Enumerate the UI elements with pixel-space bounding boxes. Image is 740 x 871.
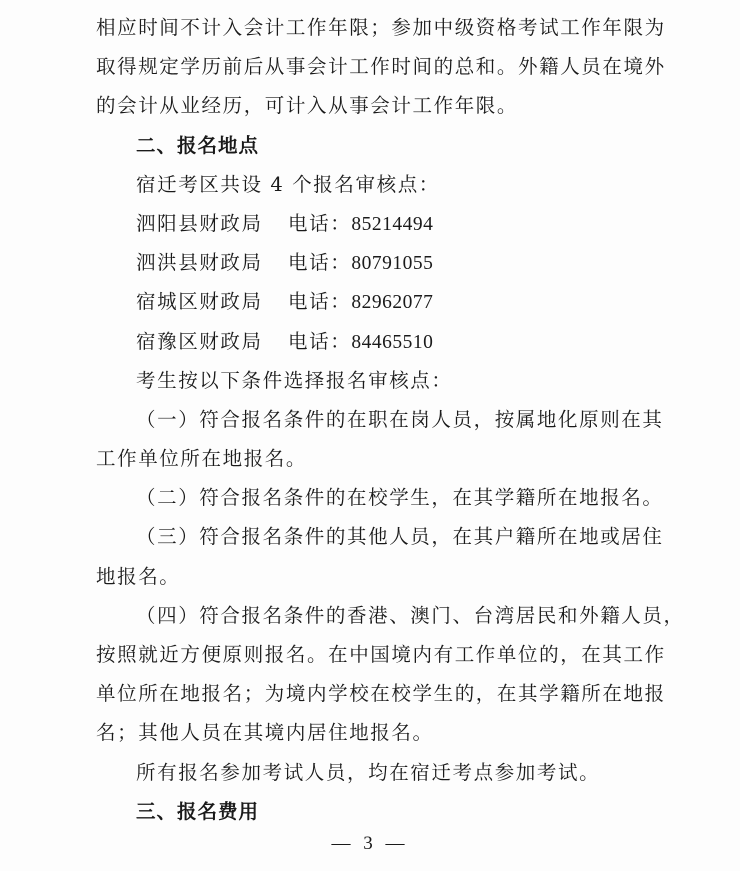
office-name: 泗阳县财政局 (136, 211, 263, 235)
section-heading-registration-fee: 三、报名费用 (136, 799, 260, 823)
phone-label: 电话： (288, 290, 352, 314)
office-row-siyang (96, 204, 644, 243)
office-name: 宿城区财政局 (136, 290, 263, 314)
condition-item-2-line: （二）符合报名条件的在校学生，在其学籍所在地报名。 (136, 486, 664, 510)
paragraph-line: 相应时间不计入会计工作年限；参加中级资格考试工作年限为 (96, 16, 666, 39)
condition-item-4-line: 名；其他人员在其境内居住地报名。 (96, 721, 434, 745)
paragraph-line: 取得规定学历前后从事会计工作时间的总和。外籍人员在境外 (96, 55, 666, 79)
condition-item-1-line: 工作单位所在地报名。 (96, 447, 308, 471)
registration-points-intro: 宿迁考区共设 4 个报名审核点： (136, 172, 440, 196)
office-row-sucheng (96, 282, 644, 321)
document-body (96, 8, 685, 831)
phone-number: 84465510 (351, 331, 434, 353)
condition-item-4-line: 单位所在地报名；为境内学校在校学生的，在其学籍所在地报 (96, 682, 666, 706)
page-number: — 3 — (331, 833, 409, 854)
section-heading-registration-location: 二、报名地点 (136, 133, 260, 157)
condition-item-3-line: 地报名。 (96, 564, 181, 588)
office-name: 泗洪县财政局 (136, 251, 263, 275)
phone-number: 82962077 (351, 292, 434, 314)
phone-label: 电话： (288, 251, 352, 275)
phone-number: 85214494 (351, 213, 434, 235)
phone-label: 电话： (288, 329, 352, 353)
closing-statement: 所有报名参加考试人员，均在宿迁考点参加考试。 (136, 760, 601, 784)
phone-label: 电话： (288, 211, 352, 235)
condition-item-1-line: （一）符合报名条件的在职在岗人员，按属地化原则在其 (136, 407, 664, 431)
condition-item-4-line: 按照就近方便原则报名。在中国境内有工作单位的，在其工作 (96, 643, 666, 666)
conditions-intro: 考生按以下条件选择报名审核点： (136, 368, 453, 392)
phone-number: 80791055 (351, 253, 434, 275)
office-row-suyu (96, 322, 644, 361)
office-row-sihong (96, 243, 644, 282)
paragraph-line: 的会计从业经历，可计入从事会计工作年限。 (96, 94, 519, 118)
office-name: 宿豫区财政局 (136, 329, 263, 353)
condition-item-4-line: （四）符合报名条件的香港、澳门、台湾居民和外籍人员， (136, 603, 685, 627)
condition-item-3-line: （三）符合报名条件的其他人员，在其户籍所在地或居住 (136, 525, 664, 549)
